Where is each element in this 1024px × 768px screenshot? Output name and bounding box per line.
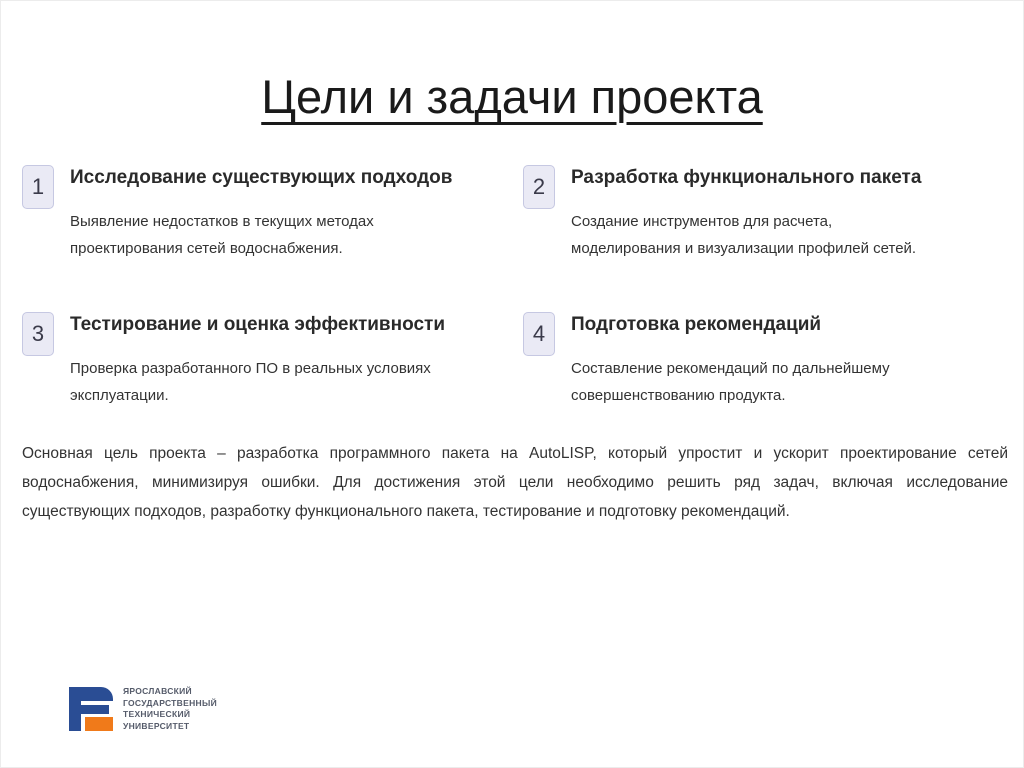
task-description-line: Проверка разработанного ПО в реальных условиях [70,360,431,377]
task-description-line: совершенствованию продукта. [571,387,786,404]
task-number-badge: 4 [523,312,555,356]
task-description-line: проектирования сетей водоснабжения. [70,240,343,257]
task-number-badge: 3 [22,312,54,356]
task-description-line: Составление рекомендаций по дальнейшему [571,360,890,377]
task-title: Подготовка рекомендаций [571,314,822,335]
task-description-line: Выявление недостатков в текущих методах [70,213,374,230]
university-name-line: УНИВЕРСИТЕТ [123,720,190,731]
university-name-line: ТЕХНИЧЕСКИЙ [123,709,191,719]
slide-title [1,67,1023,127]
task-description [70,355,490,409]
slide-title-text: Цели и задачи проекта [261,70,763,123]
task-number-badge: 1 [22,165,54,209]
task-description-line: эксплуатации. [70,387,169,404]
task-description [571,208,991,262]
university-emblem-icon [67,685,117,733]
task-number-badge: 2 [523,165,555,209]
task-title: Разработка функционального пакета [571,167,922,188]
task-title: Тестирование и оценка эффективности [70,314,445,335]
summary-paragraph: Основная цель проекта – разработка программного пакета на AutoLISP, который упростит и ускорит проектирование сетей водоснабжения, минимизируя ошибки. Для достижения этой цели необходимо решить ряд задач, включая исследование существующих подходов, разработку функционального пакета, тестирование и подготовку рекомендаций. [22,445,1008,520]
task-description [70,208,490,262]
task-description-line: моделирования и визуализации профилей сетей. [571,240,917,257]
university-name-line: ГОСУДАРСТВЕННЫЙ [123,697,217,708]
university-logo [67,685,237,735]
task-description [571,355,991,409]
university-name-line: ЯРОСЛАВСКИЙ [123,686,192,696]
task-description-line: Создание инструментов для расчета, [571,213,833,230]
task-title: Исследование существующих подходов [70,167,453,188]
university-name [123,686,217,732]
